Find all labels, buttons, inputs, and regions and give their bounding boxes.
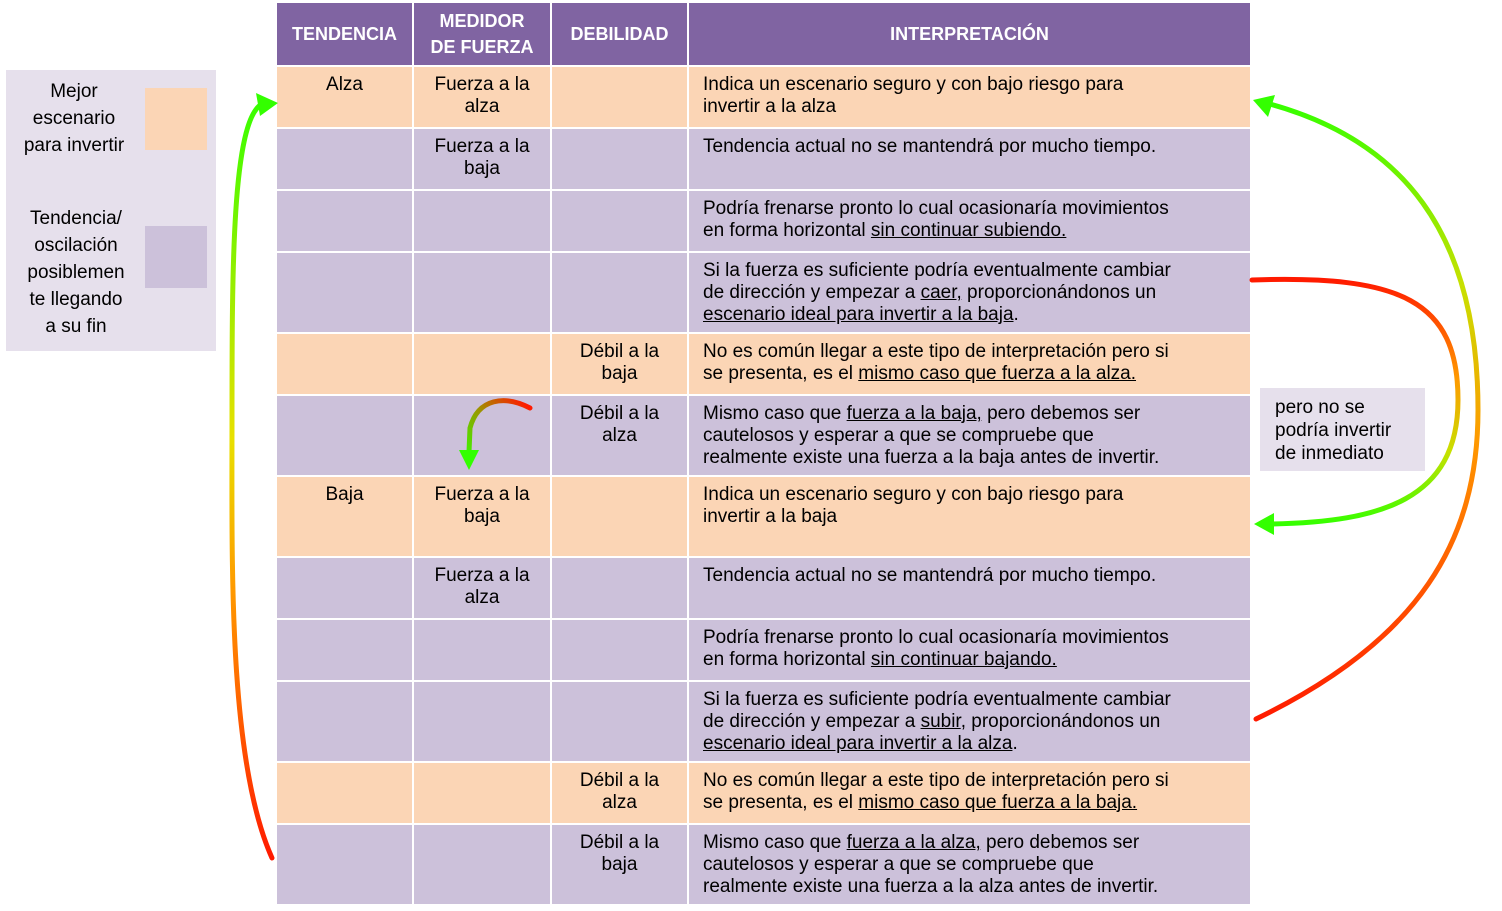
- legend-ending-label: [14, 205, 138, 340]
- legend-swatch-orange: [145, 88, 207, 150]
- medidor-line: baja: [464, 158, 500, 179]
- underlined-text: mismo caso que fuerza a la baja.: [858, 792, 1138, 813]
- header-medidor-line1: MEDIDOR: [439, 11, 525, 31]
- interp-text: en forma horizontal: [703, 649, 871, 670]
- interp-text: Podría frenarse pronto lo cual ocasionaría movimientos: [703, 627, 1169, 648]
- interpretacion-line: [703, 711, 1238, 733]
- medidor-cell: [413, 681, 551, 762]
- debilidad-cell: [551, 190, 688, 252]
- interpretacion-line: [703, 689, 1238, 711]
- interp-text: cautelosos y esperar a que se compruebe que: [703, 425, 1094, 446]
- interp-text: invertir a la baja: [703, 506, 838, 527]
- header-medidor: [413, 2, 551, 66]
- interp-text: .: [1012, 733, 1018, 754]
- tendencia-cell: [276, 557, 413, 619]
- table-row: [276, 66, 1251, 128]
- table-row: [276, 762, 1251, 824]
- table-row: [276, 252, 1251, 333]
- interp-text: de dirección y empezar a: [703, 282, 921, 303]
- medidor-line: Fuerza a la: [434, 565, 530, 586]
- legend-best-label: [12, 78, 136, 159]
- debilidad-line: alza: [602, 425, 637, 446]
- interpretacion-cell: [688, 333, 1251, 395]
- interp-text: en forma horizontal: [703, 220, 871, 241]
- interpretacion-line: [703, 198, 1238, 220]
- interp-text: Tendencia actual no se mantendrá por mucho tiempo.: [703, 565, 1157, 586]
- interp-text: proporcionándonos un: [961, 282, 1157, 303]
- debilidad-line: Débil a la: [579, 770, 660, 791]
- medidor-cell: [413, 619, 551, 681]
- interpretacion-line: [703, 447, 1238, 469]
- medidor-cell: [413, 190, 551, 252]
- interpretacion-cell: [688, 476, 1251, 557]
- table-header-row: [276, 2, 1251, 66]
- legend-ending-line: te llegando: [29, 289, 123, 310]
- legend-ending-line: Tendencia/: [30, 208, 122, 229]
- tendencia-cell: [276, 128, 413, 190]
- table-row: [276, 333, 1251, 395]
- underlined-text: caer,: [920, 282, 962, 303]
- header-interpretacion: INTERPRETACIÓN: [688, 2, 1251, 66]
- interp-text: Podría frenarse pronto lo cual ocasionaría movimientos: [703, 198, 1169, 219]
- debilidad-line: baja: [601, 854, 638, 875]
- legend-best-line: para invertir: [23, 135, 125, 156]
- interpretacion-cell: [688, 252, 1251, 333]
- table-row: [276, 128, 1251, 190]
- interpretacion-line: [703, 627, 1238, 649]
- debilidad-cell: [551, 557, 688, 619]
- interpretacion-cell: [688, 824, 1251, 905]
- tendencia-cell: [276, 190, 413, 252]
- debilidad-cell: [551, 824, 688, 905]
- interp-text: Mismo caso que: [703, 832, 847, 853]
- interp-text: , proporcionándonos un: [960, 711, 1161, 732]
- debilidad-cell: [551, 762, 688, 824]
- header-tendencia: TENDENCIA: [276, 2, 413, 66]
- interpretacion-line: [703, 876, 1238, 898]
- interpretacion-line: [703, 403, 1238, 425]
- interpretacion-line: [703, 792, 1238, 814]
- legend-panel: [6, 70, 216, 351]
- interpretacion-line: [703, 484, 1238, 506]
- interp-text: Indica un escenario seguro y con bajo riesgo para: [703, 74, 1124, 95]
- interpretacion-line: [703, 363, 1238, 385]
- debilidad-line: alza: [602, 792, 637, 813]
- debilidad-cell: [551, 128, 688, 190]
- medidor-line: Fuerza a la: [434, 136, 530, 157]
- medidor-cell: [413, 66, 551, 128]
- interpretacion-line: [703, 770, 1238, 792]
- underlined-text: fuerza a la baja,: [846, 403, 982, 424]
- tendencia-label: Alza: [326, 74, 363, 95]
- debilidad-line: Débil a la: [579, 341, 660, 362]
- interpretacion-line: [703, 96, 1238, 118]
- medidor-cell: [413, 128, 551, 190]
- interpretacion-cell: [688, 762, 1251, 824]
- interp-text: realmente existe una fuerza a la alza antes de invertir.: [703, 876, 1159, 897]
- interp-text: se presenta, es el: [703, 792, 859, 813]
- interpretacion-line: [703, 565, 1238, 587]
- tendencia-cell: [276, 252, 413, 333]
- interp-text: Si la fuerza es suficiente podría eventualmente cambiar: [703, 689, 1171, 710]
- interpretacion-line: [703, 733, 1238, 755]
- debilidad-line: baja: [601, 363, 638, 384]
- medidor-cell: [413, 252, 551, 333]
- interpretacion-cell: [688, 557, 1251, 619]
- note-line: de inmediato: [1275, 443, 1384, 464]
- interpretacion-cell: [688, 66, 1251, 128]
- debilidad-cell: [551, 476, 688, 557]
- medidor-cell: [413, 557, 551, 619]
- underlined-text: fuerza a la alza,: [846, 832, 981, 853]
- header-debilidad: DEBILIDAD: [551, 2, 688, 66]
- interp-text: Si la fuerza es suficiente podría eventualmente cambiar: [703, 260, 1171, 281]
- interp-text: cautelosos y esperar a que se compruebe que: [703, 854, 1094, 875]
- interpretacion-line: [703, 506, 1238, 528]
- debilidad-cell: [551, 66, 688, 128]
- interpretacion-line: [703, 425, 1238, 447]
- interpretacion-line: [703, 304, 1238, 326]
- medidor-line: alza: [464, 587, 500, 608]
- tendencia-cell: [276, 333, 413, 395]
- legend-swatch-purple: [145, 226, 207, 288]
- interp-text: pero debemos ser: [981, 403, 1141, 424]
- table-row: [276, 476, 1251, 557]
- tendencia-cell: [276, 619, 413, 681]
- interpretacion-cell: [688, 395, 1251, 476]
- table-row: [276, 619, 1251, 681]
- legend-ending-line: posiblemen: [27, 262, 125, 283]
- medidor-line: alza: [464, 96, 500, 117]
- interp-text: Tendencia actual no se mantendrá por mucho tiempo.: [703, 136, 1157, 157]
- tendencia-cell: [276, 824, 413, 905]
- interpretacion-line: [703, 74, 1238, 96]
- legend-best-line: Mejor: [50, 81, 98, 102]
- interp-text: de dirección y empezar a: [703, 711, 921, 732]
- medidor-line: Fuerza a la: [434, 484, 530, 505]
- debilidad-cell: [551, 252, 688, 333]
- medidor-cell: [413, 824, 551, 905]
- debilidad-line: Débil a la: [579, 832, 660, 853]
- note-line: podría invertir: [1275, 420, 1392, 441]
- interpretacion-cell: [688, 190, 1251, 252]
- tendencia-cell: [276, 762, 413, 824]
- interpretacion-line: [703, 260, 1238, 282]
- underlined-text: sin continuar bajando.: [870, 649, 1057, 670]
- interp-text: se presenta, es el: [703, 363, 859, 384]
- interpretacion-cell: [688, 681, 1251, 762]
- interpretacion-line: [703, 341, 1238, 363]
- interpretacion-cell: [688, 619, 1251, 681]
- table-row: [276, 557, 1251, 619]
- interpretacion-line: [703, 136, 1238, 158]
- interp-text: invertir a la alza: [703, 96, 837, 117]
- debilidad-cell: [551, 619, 688, 681]
- interpretacion-line: [703, 649, 1238, 671]
- medidor-cell: [413, 762, 551, 824]
- interp-text: Indica un escenario seguro y con bajo riesgo para: [703, 484, 1124, 505]
- interpretacion-line: [703, 282, 1238, 304]
- legend-best-line: escenario: [32, 108, 116, 129]
- debilidad-cell: [551, 333, 688, 395]
- tendencia-cell: [276, 395, 413, 476]
- legend-ending-line: a su fin: [45, 316, 107, 337]
- underlined-text: escenario ideal para invertir a la baja: [703, 304, 1014, 325]
- table-row: [276, 681, 1251, 762]
- interpretation-table: [275, 1, 1252, 906]
- note-box: [1260, 388, 1425, 471]
- interp-text: .: [1013, 304, 1019, 325]
- header-medidor-line2: DE FUERZA: [430, 37, 534, 57]
- underlined-text: sin continuar subiendo.: [870, 220, 1067, 241]
- table-row: [276, 190, 1251, 252]
- interp-text: Mismo caso que: [703, 403, 847, 424]
- legend-ending-line: oscilación: [34, 235, 118, 256]
- underlined-text: escenario ideal para invertir a la alza: [703, 733, 1013, 754]
- medidor-line: Fuerza a la: [434, 74, 530, 95]
- interpretacion-line: [703, 220, 1238, 242]
- underlined-text: mismo caso que fuerza a la alza.: [858, 363, 1137, 384]
- debilidad-cell: [551, 681, 688, 762]
- medidor-cell: [413, 333, 551, 395]
- arrow-left-loop: [232, 93, 278, 858]
- tendencia-cell: [276, 681, 413, 762]
- tendencia-label: Baja: [325, 484, 364, 505]
- interpretacion-cell: [688, 128, 1251, 190]
- table-body: [276, 66, 1251, 905]
- medidor-cell: [413, 395, 551, 476]
- debilidad-cell: [551, 395, 688, 476]
- interp-text: No es común llegar a este tipo de interpretación pero si: [703, 341, 1169, 362]
- medidor-line: baja: [464, 506, 500, 527]
- table-row: [276, 824, 1251, 905]
- interpretacion-line: [703, 854, 1238, 876]
- tendencia-cell: [276, 66, 413, 128]
- table-row: [276, 395, 1251, 476]
- interp-text: No es común llegar a este tipo de interpretación pero si: [703, 770, 1169, 791]
- interpretacion-line: [703, 832, 1238, 854]
- interp-text: realmente existe una fuerza a la baja antes de invertir.: [703, 447, 1160, 468]
- debilidad-line: Débil a la: [579, 403, 660, 424]
- tendencia-cell: [276, 476, 413, 557]
- note-line: pero no se: [1275, 397, 1365, 418]
- interp-text: pero debemos ser: [980, 832, 1140, 853]
- underlined-text: subir: [920, 711, 961, 732]
- medidor-cell: [413, 476, 551, 557]
